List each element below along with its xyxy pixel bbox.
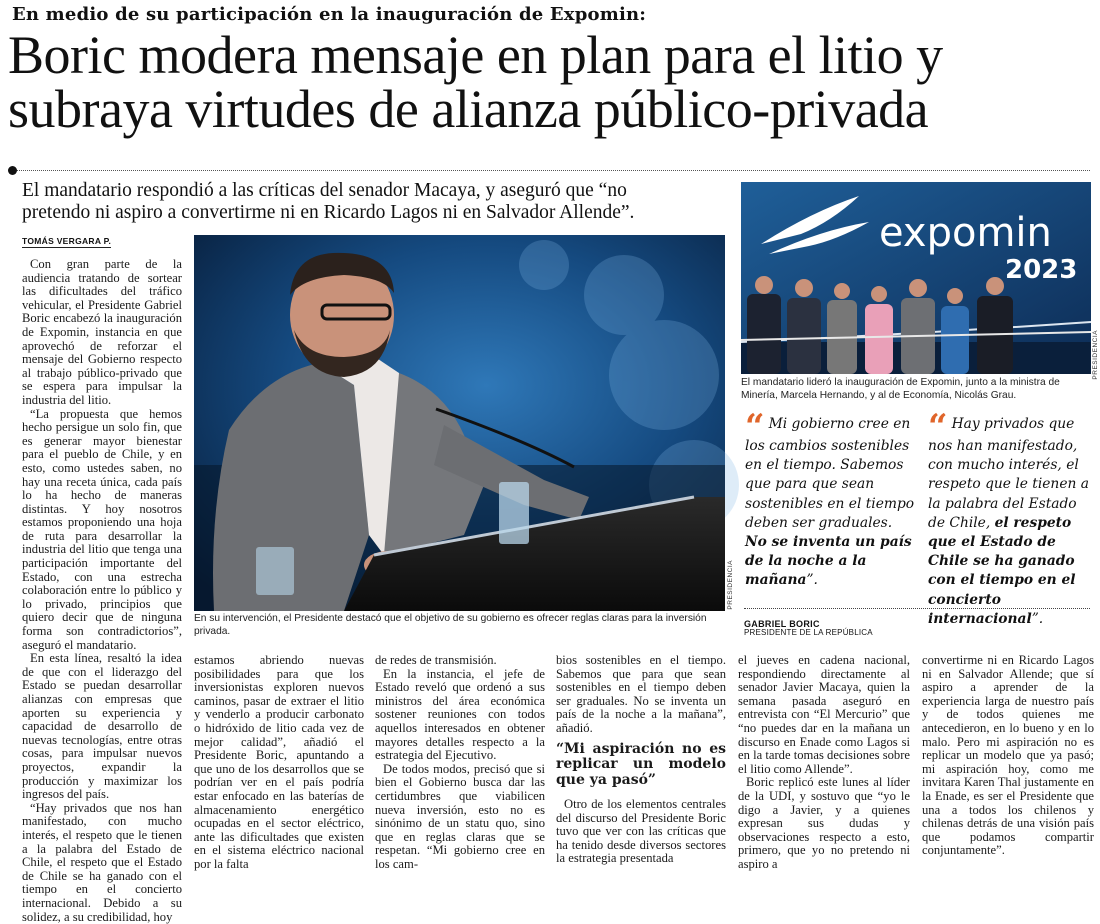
body-column-1 [22,257,182,924]
body-column-3 [375,653,545,871]
main-photo [194,235,725,611]
expomin-stage-illustration [741,182,1091,374]
article-kicker: En medio de su participación en la inauguración de Expomin: [12,4,647,25]
expomin-photo-credit: PRESIDENCIA [1092,330,1099,380]
paragraph: “La propuesta que hemos hecho persigue un solo fin, que es generar mayor bienestar para el pueblo de Chile, y en esto, como ustedes saben, no hay una receta única, cada país lo ha hecho de maneras distintas. Y hoy nosotros estamos proponiendo una hoja de ruta para desarrollar la industria del litio que tenga una participación importante del Estado, con una estrecha colaboración entre lo público y lo privado, principios que quiero decir que de ninguna forma son contradictorios”, aseguró el mandatario. [22,406,182,652]
quote-divider [744,608,1090,609]
body-column-5 [738,653,910,871]
paragraph: bios sostenibles en el tiempo. Sabemos que para que sean sostenibles en el tiempo deben ser graduales. No se inventa un país de la noche a la mañana”, añadió. [556,653,726,735]
quote-attribution-name: GABRIEL BORIC [744,619,820,629]
paragraph: De todos modos, precisó que si bien el Gobierno busca dar las certidumbres que viabilicen nueva inversión, esto no es sinónimo de un statu quo, sino que en reglas claras que se respetan. “Mi gobierno cree en los cam- [375,761,545,871]
headline-line-1: Boric modera mensaje en plan para el litio y [8,25,943,85]
paragraph: Con gran parte de la audiencia tratando de sortear las dificultades del tráfico vehicular, el Presidente Gabriel Boric encabezó la inauguración de Expomin, instancia en que aprovechó de reforzar el mensaje del Gobierno respecto al trabajo público-privado que se espera para impulsar la industria del litio. [22,257,182,407]
expomin-photo [741,182,1091,374]
article-lead [22,180,722,224]
pull-quote-1 [745,407,915,591]
article-headline [8,25,1088,139]
main-photo-caption: En su intervención, el Presidente destacó que el objetivo de su gobierno es ofrecer reglas claras para la inversión privada. [194,613,707,637]
paragraph: estamos abriendo nuevas posibilidades para que los inversionistas exploren nuevos caminos, pasar de extraer el litio y venderlo a producir carbonato o hidróxido de litio cada vez de mejor calidad”, añadió el Presidente Boric, apuntando a que uno de los desarrollos que se podrían ver en el país podría estar enfocado en las baterías de almacenamiento energético ocupadas en el sector eléctrico, ante las dificultades que existen en el sistema eléctrico nacional por la falta [194,653,364,871]
main-photo-credit: PRESIDENCIA [727,560,734,610]
quote-mark-icon: “ [745,407,765,447]
paragraph: “Hay privados que nos han manifestado, con mucho interés, el respeto que le tienen a la palabra del Estado de Chile, el respeto que el Estado de Chile se ha ganado con el tiempo en el concierto internacional. Debido a su solidez, a su credibilidad, hoy [22,800,182,924]
paragraph: convertirme ni en Ricardo Lagos ni en Salvador Allende; que sí aspiro a aprender de la experiencia larga de nuestro país y de todos quienes me antecedieron, en lo bueno y en lo malo. Pero mi aspiración no es replicar un modelo que ya pasó; mi aspiración hoy, como me invitara Karen Thal justamente en la Enade, es ser el Presidente que una a todos los chilenos y chilenas detrás de una visión país que podamos compartir conjuntamente”. [922,653,1094,858]
byline: TOMÁS VERGARA P. [22,236,112,246]
quote-emphasis: No se inventa un país de la noche a la mañana [745,534,912,589]
paragraph: Boric replicó este lunes al líder de la UDI, y sostuvo que “yo le digo a Javier, y a quienes expresan sus dudas y observaciones respecto a esto, primero, que yo no pretendo ni aspiro a [738,775,910,871]
expomin-photo-caption: El mandatario lideró la inauguración de Expomin, junto a la ministra de Minería, Marcela Hernando, y al de Economía, Nicolás Grau. [741,377,1060,401]
paragraph: de redes de transmisión. [375,653,497,667]
section-subheading: “Mi aspiración no es replicar un modelo que ya pasó” [556,740,726,788]
quote-end: ”. [1031,610,1044,627]
quote-text: Mi gobierno cree en los cambios sostenibles en el tiempo. Sabemos que para que sean sostenibles en el tiempo deben ser graduales. [745,416,915,531]
headline-line-2: subraya virtudes de alianza público-privada [8,79,929,139]
divider-bullet [8,166,17,175]
speaker-illustration [194,235,725,611]
quote-attribution-role: PRESIDENTE DE LA REPÚBLICA [744,628,873,637]
paragraph: el jueves en cadena nacional, respondiendo directamente al senador Javier Macaya, quien la semana pasada aseguró en entrevista con “El Mercurio” que “no puedes dar en la mañana un discurso en Enade como Lagos si en la tarde tomas decisiones sobre el litio como Allende”. [738,653,910,776]
body-column-6 [922,654,1094,860]
body-column-2 [194,653,364,871]
lead-line-2: pretendo ni aspiro a convertirme ni en Ricardo Lagos ni en Salvador Allende”. [22,202,635,223]
header-divider [10,170,1090,171]
paragraph: En la instancia, el jefe de Estado reveló que ordenó a sus ministros del área económica sostener reuniones con todos aquellos interesados en obtener mayores detalles respecto a la estrategia del Ejecutivo. [375,666,545,763]
pull-quote-2 [928,407,1094,629]
paragraph: En esta línea, resaltó la idea de que con el liderazgo del Estado se puedan desarrollar alianzas con empresas que aporten su experiencia y capacidad de desarrollo de nuevas tecnologías, entre otras cosas, para impulsar nuevos proyectos, expandir la producción y maximizar los ingresos del país. [22,651,182,802]
paragraph: Otro de los elementos centrales del discurso del Presidente Boric tuvo que ver con las críticas que ha tenido desde diversos sectores la estrategia presentada [556,797,726,866]
quote-text: Hay privados que nos han manifestado, con mucho interés, el respeto que le tienen a la palabra del Estado de Chile, [928,416,1089,531]
quote-mark-icon: “ [928,407,948,447]
quote-end: ”. [806,572,818,589]
expomin-year: 2023 [1005,255,1078,285]
lead-line-1: El mandatario respondió a las críticas del senador Macaya, y aseguró que “no [22,180,627,201]
expomin-logo-text: expomin [879,210,1052,256]
body-column-4 [556,653,726,866]
quote-emphasis: el respeto que el Estado de Chile se ha ganado con el tiempo en el concierto internacional [928,514,1076,627]
